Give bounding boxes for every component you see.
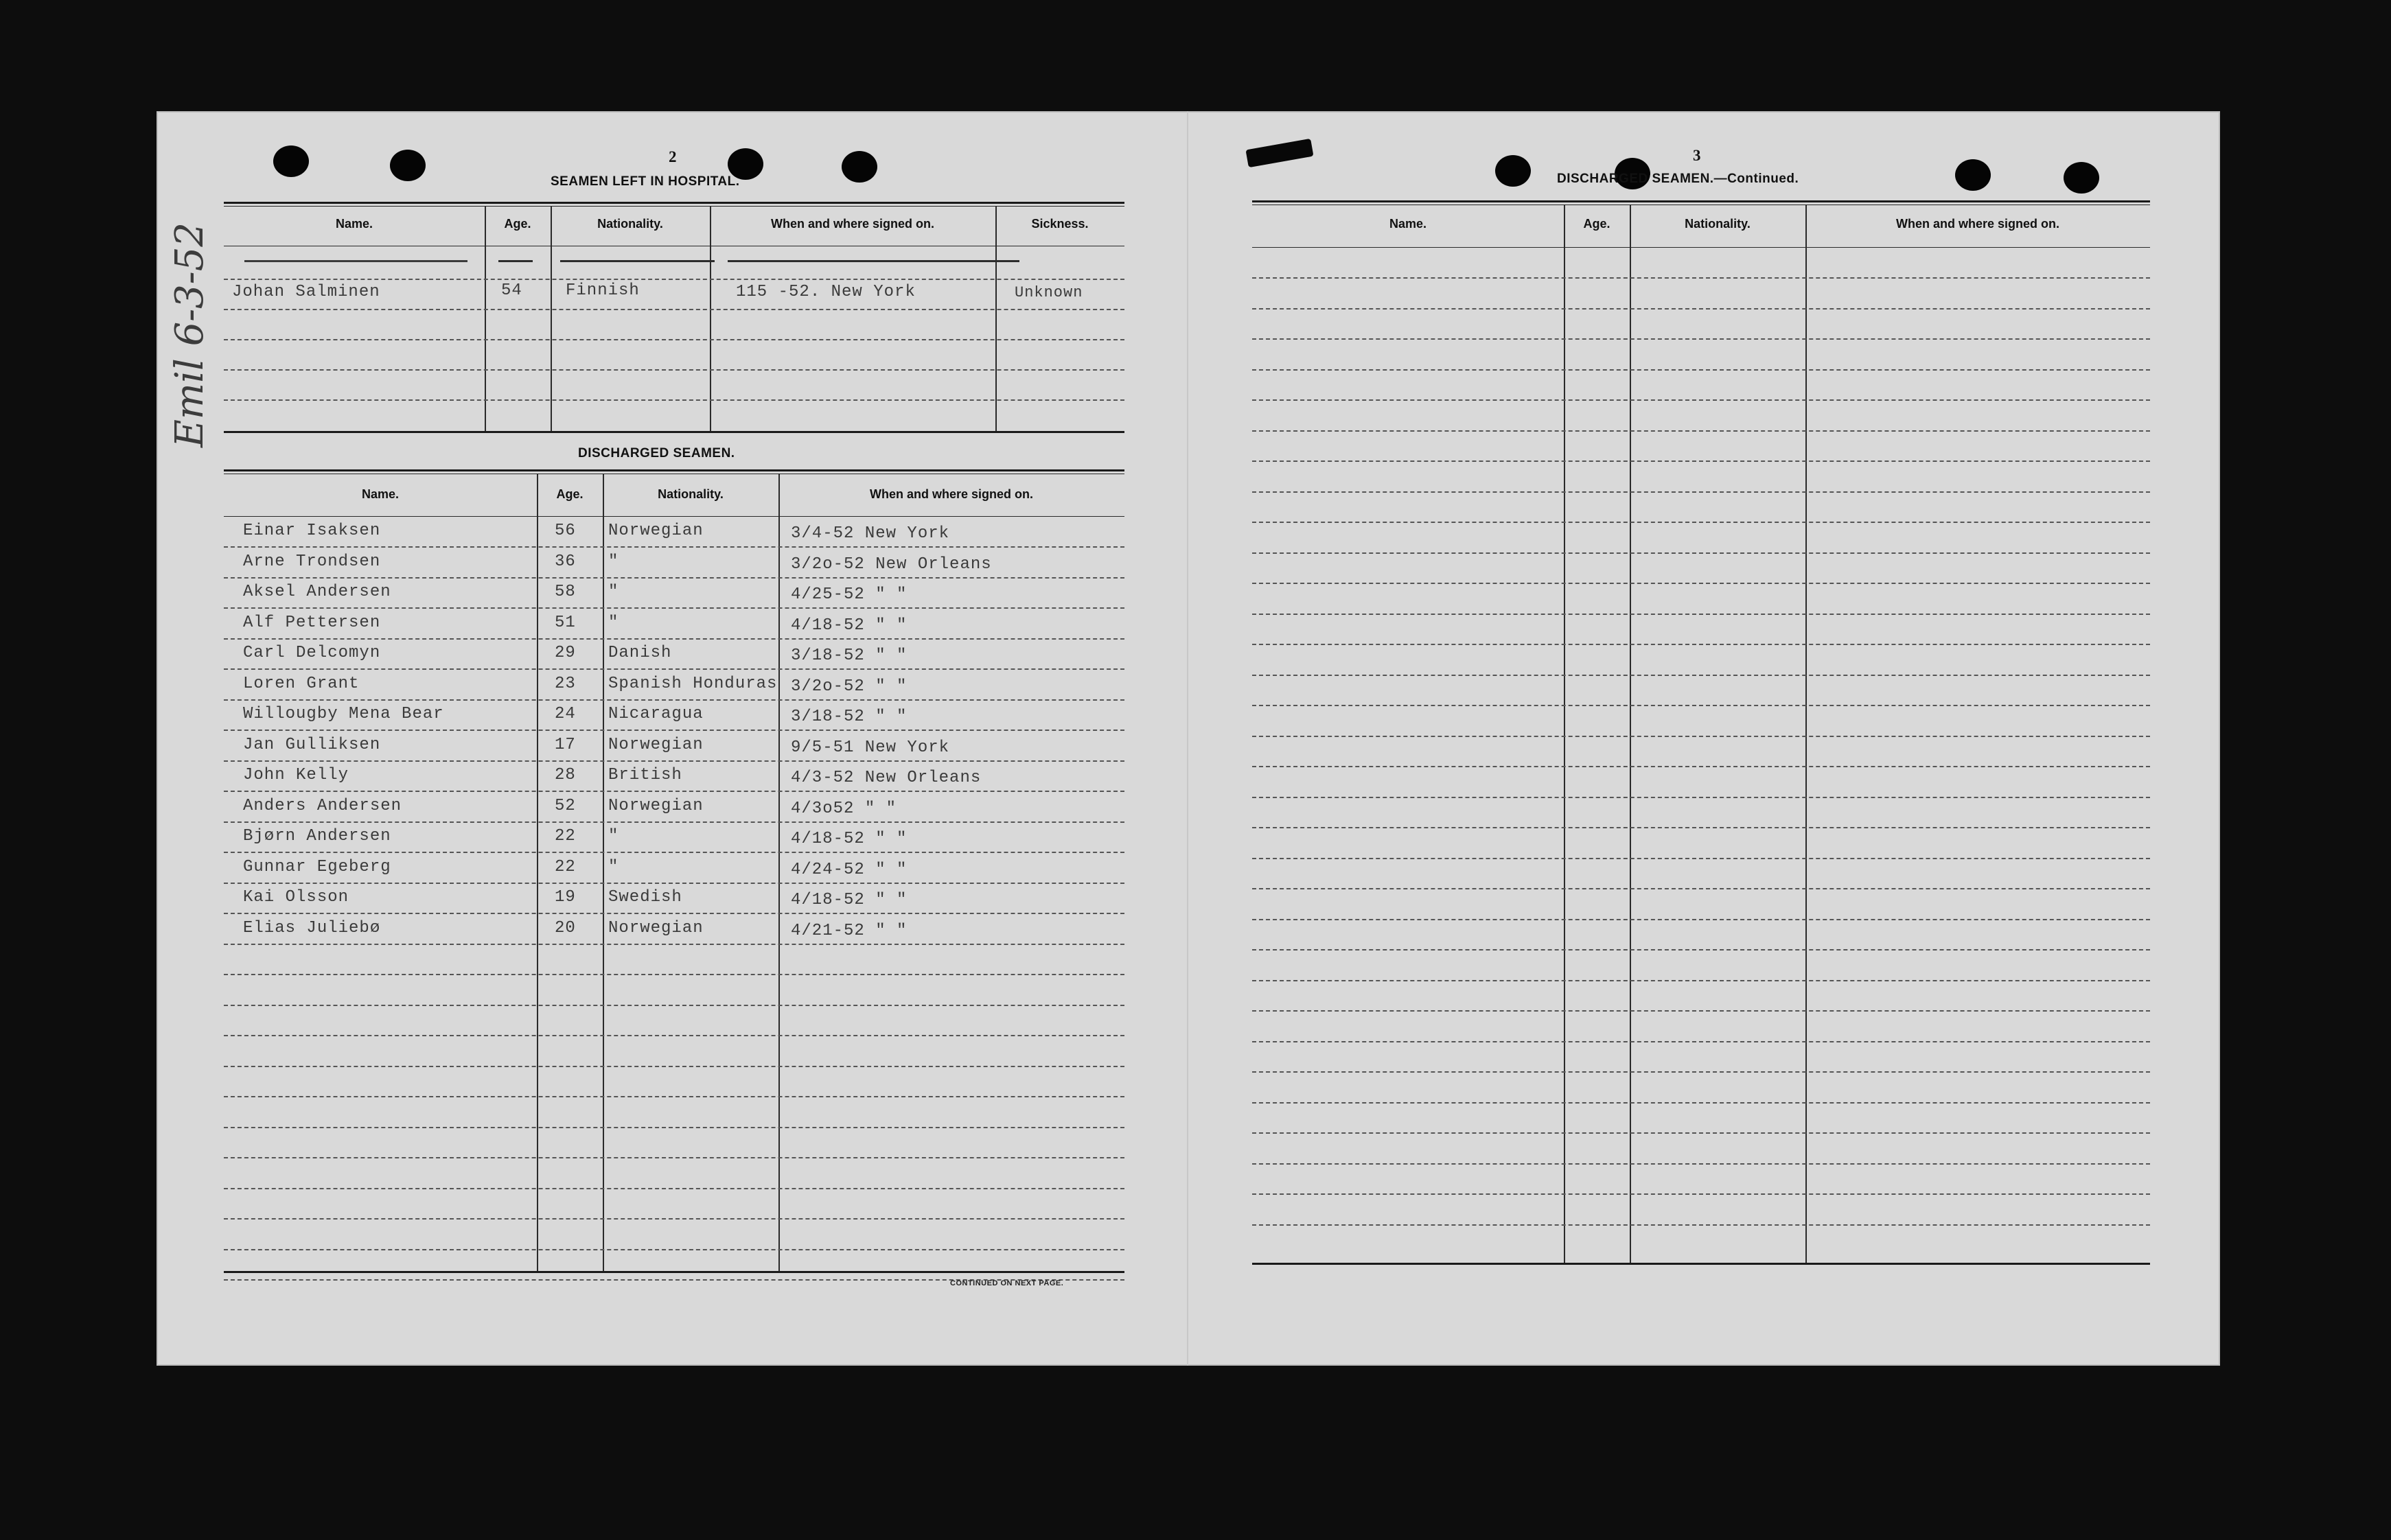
discharged-nationality: Norwegian (608, 522, 704, 540)
ruled-line (224, 974, 1124, 975)
discharged-nationality: British (608, 766, 682, 784)
discharged-age: 58 (555, 583, 576, 601)
discharged-age: 22 (555, 857, 576, 876)
page-number-right: 3 (1693, 147, 1701, 164)
ruled-line (224, 1249, 1124, 1250)
binding-mark (1245, 139, 1313, 167)
ruled-line (1252, 1224, 2150, 1226)
ruled-line (224, 546, 1124, 548)
ruled-line (224, 883, 1124, 884)
hospital-section-title: SEAMEN LEFT IN HOSPITAL. (551, 174, 740, 189)
hospital-sickness: Unknown (1015, 284, 1083, 301)
discharged-name: Carl Delcomyn (243, 644, 381, 662)
ruled-line (224, 1035, 1124, 1036)
ruled-line (1252, 399, 2150, 401)
discharged-name: Loren Grant (243, 674, 360, 693)
discharged-signed-on: 3/18-52 " " (791, 708, 908, 726)
ruled-line (224, 668, 1124, 670)
ruled-line (224, 1096, 1124, 1097)
col-header-name: Name. (335, 217, 373, 231)
discharged-age: 17 (555, 735, 576, 754)
ruled-line (224, 730, 1124, 731)
ruled-line (1252, 1010, 2150, 1012)
ruled-line (224, 760, 1124, 762)
ruled-line (1252, 888, 2150, 889)
ruled-line (1252, 736, 2150, 737)
col-header-signed-on: When and where signed on. (1895, 217, 2060, 231)
discharged-age: 56 (555, 522, 576, 540)
hospital-age: 54 (501, 281, 522, 300)
discharged-name: Aksel Andersen (243, 583, 391, 601)
ruled-line (1252, 522, 2150, 523)
col-header-name: Name. (361, 487, 400, 501)
discharged-table (224, 469, 1124, 1276)
discharged-section-title: DISCHARGED SEAMEN. (578, 446, 735, 460)
discharged-nationality: " (608, 613, 619, 632)
discharged-signed-on: 4/25-52 " " (791, 585, 908, 604)
col-header-nationality: Nationality. (1685, 217, 1751, 231)
ruled-line (1252, 949, 2150, 950)
col-header-nationality: Nationality. (658, 487, 724, 501)
discharged-age: 36 (555, 552, 576, 571)
discharged-name: John Kelly (243, 766, 349, 784)
discharged-signed-on: 9/5-51 New York (791, 738, 950, 757)
ruled-line (1252, 614, 2150, 615)
ruled-line (1252, 919, 2150, 920)
punch-hole (1955, 159, 1991, 191)
discharged-signed-on: 4/21-52 " " (791, 921, 908, 940)
discharged-name: Alf Pettersen (243, 613, 381, 632)
discharged-nationality: Swedish (608, 888, 682, 907)
discharged-name: Arne Trondsen (243, 552, 381, 571)
discharged-signed-on: 3/18-52 " " (791, 646, 908, 665)
ruled-line (224, 821, 1124, 823)
discharged-signed-on: 3/2o-52 New Orleans (791, 555, 992, 574)
handwritten-note: Emil 6-3-52 (168, 222, 212, 447)
discharged-nationality: Norwegian (608, 918, 704, 937)
ruled-line (1252, 1041, 2150, 1042)
hospital-table (224, 202, 1124, 435)
discharged-signed-on: 4/3o52 " " (791, 799, 897, 818)
ruled-line (224, 607, 1124, 609)
ruled-line (1252, 827, 2150, 828)
ruled-line (1252, 1193, 2150, 1195)
discharged-nationality: " (608, 583, 619, 601)
ruled-line (224, 852, 1124, 853)
ruled-line (224, 944, 1124, 945)
discharged-age: 29 (555, 644, 576, 662)
hospital-nationality: Finnish (566, 281, 640, 300)
hospital-signed-on: 115 -52. New York (736, 283, 916, 301)
ruled-line (224, 577, 1124, 579)
ruled-line (1252, 644, 2150, 645)
col-header-age: Age. (556, 487, 584, 501)
discharged-name: Anders Andersen (243, 796, 402, 815)
discharged-age: 23 (555, 674, 576, 693)
discharged-age: 19 (555, 888, 576, 907)
discharged-age: 28 (555, 766, 576, 784)
ruled-line (1252, 369, 2150, 371)
discharged-name: Willougby Mena Bear (243, 705, 444, 723)
ruled-line (1252, 460, 2150, 462)
discharged-name: Elias Juliebø (243, 918, 381, 937)
col-header-age: Age. (1583, 217, 1610, 231)
ruled-line (1252, 675, 2150, 676)
ruled-line (1252, 1102, 2150, 1104)
col-header-sickness: Sickness. (1031, 217, 1089, 231)
col-header-nationality: Nationality. (597, 217, 663, 231)
discharged-age: 24 (555, 705, 576, 723)
ruled-line (224, 1157, 1124, 1158)
punch-hole (842, 151, 877, 183)
ruled-line (224, 1066, 1124, 1067)
discharged-nationality: Norwegian (608, 735, 704, 754)
ruled-line (1252, 308, 2150, 310)
struck-entry (244, 253, 467, 271)
continued-note: CONTINUED ON NEXT PAGE. (950, 1279, 1064, 1287)
discharged-continued-table (1252, 200, 2150, 1268)
col-header-signed-on: When and where signed on. (770, 217, 935, 231)
page-fold (1187, 111, 1188, 1366)
discharged-signed-on: 4/18-52 " " (791, 830, 908, 848)
ruled-line (224, 638, 1124, 640)
discharged-age: 51 (555, 613, 576, 632)
struck-entry (498, 253, 533, 271)
discharged-signed-on: 3/4-52 New York (791, 524, 950, 543)
discharged-name: Jan Gulliksen (243, 735, 381, 754)
ruled-line (1252, 1163, 2150, 1165)
ruled-line (1252, 1071, 2150, 1073)
struck-entry (728, 253, 1019, 271)
ruled-line (1252, 583, 2150, 584)
ruled-line (1252, 491, 2150, 493)
discharged-nationality: Nicaragua (608, 705, 704, 723)
ruled-line (224, 699, 1124, 701)
hospital-name: Johan Salminen (232, 283, 380, 301)
discharged-nationality: " (608, 857, 619, 876)
discharged-age: 22 (555, 827, 576, 845)
punch-hole (1495, 155, 1531, 187)
punch-hole (273, 145, 309, 177)
punch-hole (390, 150, 426, 181)
punch-hole (2064, 162, 2099, 194)
ruled-line (224, 913, 1124, 914)
discharged-nationality: Danish (608, 644, 672, 662)
ruled-line (224, 1188, 1124, 1189)
ruled-line (1252, 766, 2150, 767)
col-header-age: Age. (504, 217, 531, 231)
ruled-line (1252, 277, 2150, 279)
ruled-line (1252, 705, 2150, 706)
col-header-signed-on: When and where signed on. (869, 487, 1034, 501)
discharged-signed-on: 4/18-52 " " (791, 891, 908, 909)
right-section-title: DISCHARGED SEAMEN.—Continued. (1557, 172, 1799, 186)
col-header-name: Name. (1389, 217, 1427, 231)
document-sheet (157, 111, 2220, 1366)
ruled-line (1252, 797, 2150, 798)
discharged-name: Einar Isaksen (243, 522, 381, 540)
ruled-line (224, 1005, 1124, 1006)
discharged-age: 20 (555, 918, 576, 937)
discharged-name: Bjørn Andersen (243, 827, 391, 845)
ruled-line (224, 1218, 1124, 1220)
ruled-line (1252, 1132, 2150, 1134)
discharged-name: Kai Olsson (243, 888, 349, 907)
ruled-line (1252, 980, 2150, 981)
page-number-left: 2 (669, 148, 677, 165)
discharged-signed-on: 4/24-52 " " (791, 860, 908, 879)
discharged-signed-on: 4/3-52 New Orleans (791, 769, 982, 787)
discharged-name: Gunnar Egeberg (243, 857, 391, 876)
discharged-nationality: Spanish Honduras (608, 674, 778, 693)
ruled-line (1252, 338, 2150, 340)
discharged-nationality: " (608, 827, 619, 845)
struck-entry (560, 253, 715, 271)
ruled-line (224, 791, 1124, 792)
ruled-line (1252, 858, 2150, 859)
discharged-nationality: " (608, 552, 619, 571)
discharged-signed-on: 3/2o-52 " " (791, 677, 908, 696)
discharged-nationality: Norwegian (608, 796, 704, 815)
ruled-line (1252, 552, 2150, 554)
ruled-line (1252, 430, 2150, 432)
ruled-line (224, 1127, 1124, 1128)
discharged-age: 52 (555, 796, 576, 815)
discharged-signed-on: 4/18-52 " " (791, 616, 908, 635)
